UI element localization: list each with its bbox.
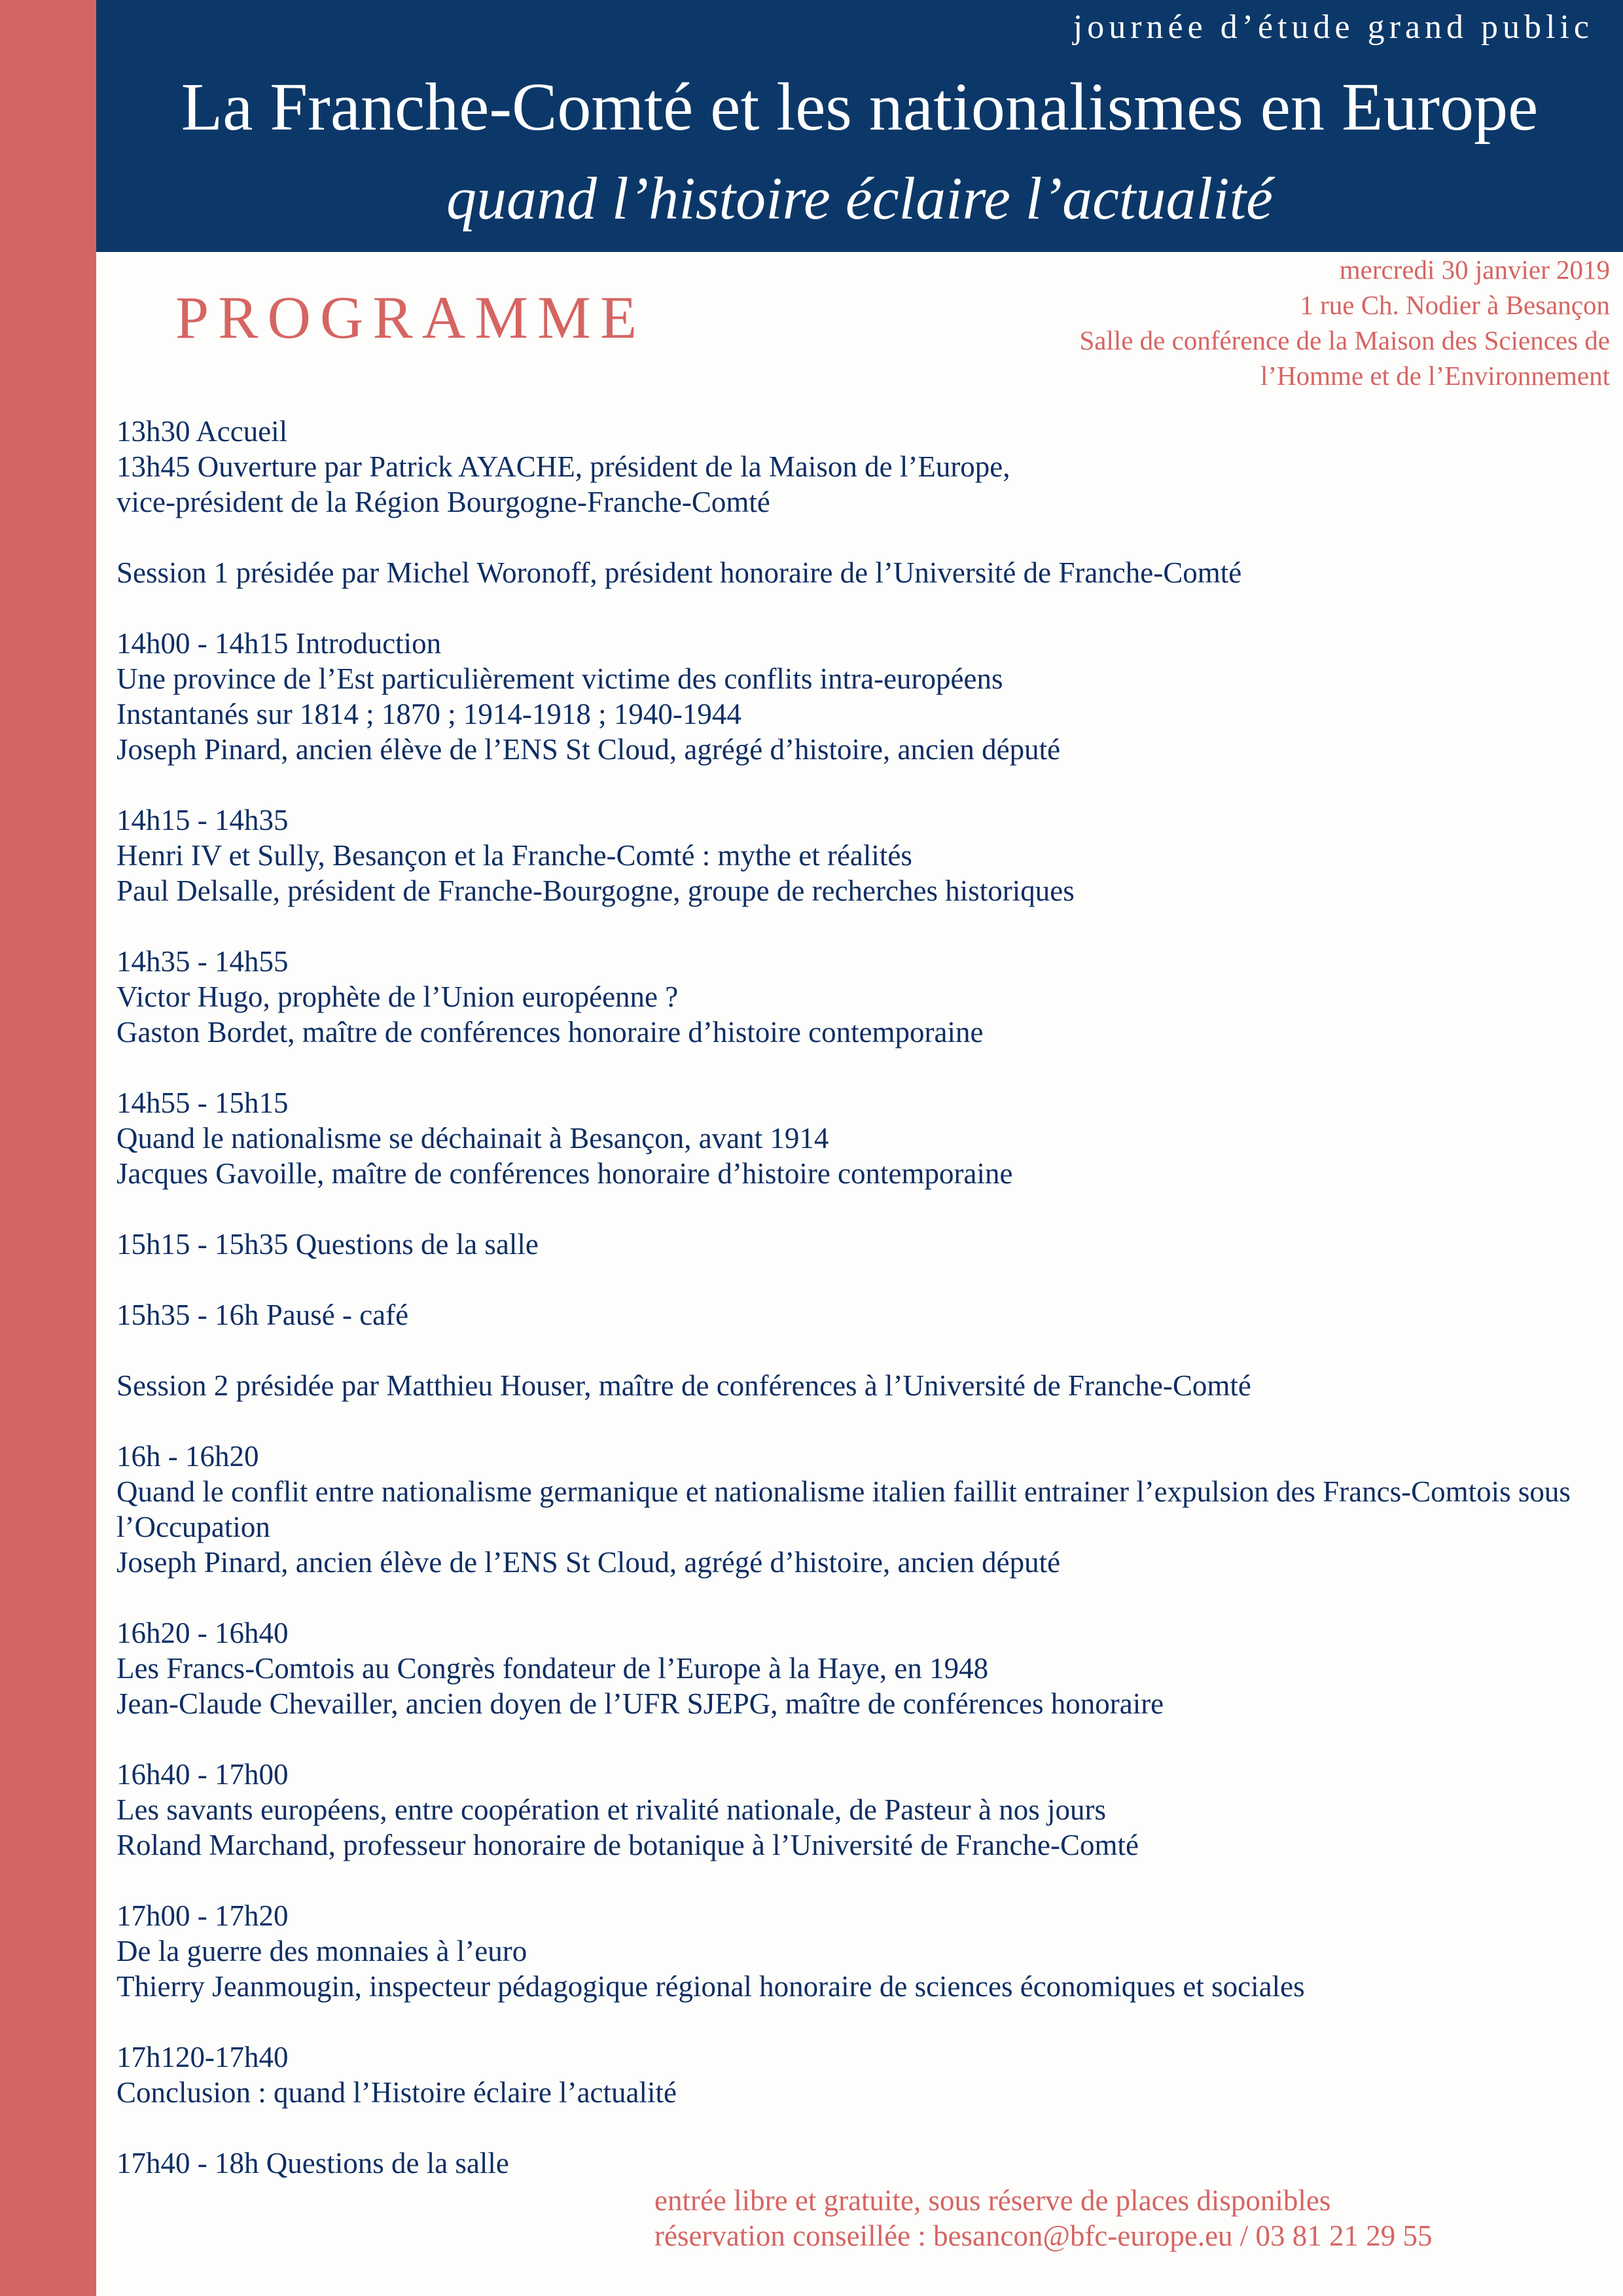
program-block-line: Paul Delsalle, président de Franche-Bourgogne, groupe de recherches historiques — [116, 874, 1075, 907]
program-block-heading: 14h15 - 14h35 — [116, 804, 289, 836]
program-block — [116, 944, 1615, 1050]
program-block-line: Quand le nationalisme se déchainait à Besançon, avant 1914 — [116, 1122, 829, 1155]
program-block-heading: 14h00 - 14h15 Introduction — [116, 627, 442, 660]
program-block — [116, 1898, 1615, 2004]
program-block-line: Roland Marchand, professeur honoraire de botanique à l’Université de Franche-Comté — [116, 1829, 1139, 1861]
program-block-heading: 16h20 - 16h40 — [116, 1617, 289, 1649]
program-block — [116, 1757, 1615, 1863]
program-block — [116, 1085, 1615, 1191]
program-block-heading: 16h - 16h20 — [116, 1440, 259, 1473]
program-block-line: De la guerre des monnaies à l’euro — [116, 1935, 527, 1967]
program-block — [116, 2145, 1615, 2181]
program-block-heading: 17h40 - 18h Questions de la salle — [116, 2147, 509, 2179]
program-block-line: 13h45 Ouverture par Patrick AYACHE, président de la Maison de l’Europe, — [116, 450, 1010, 483]
event-address: 1 rue Ch. Nodier à Besançon — [1300, 290, 1610, 320]
program-block-heading: Session 2 présidée par Matthieu Houser, maître de conférences à l’Université de Franche-Comté — [116, 1369, 1251, 1402]
program-block-heading: 13h30 Accueil — [116, 415, 288, 448]
program-block-line: Victor Hugo, prophète de l’Union européenne ? — [116, 980, 679, 1013]
program-block-heading: 16h40 - 17h00 — [116, 1758, 289, 1791]
program-block-heading: 17h00 - 17h20 — [116, 1899, 289, 1932]
event-venue-line2: l’Homme et de l’Environnement — [1260, 361, 1610, 391]
page-title: La Franche-Comté et les nationalismes en Europe — [181, 69, 1539, 145]
program-block-heading: 15h35 - 16h Pausé - café — [116, 1299, 409, 1331]
program-block — [116, 555, 1615, 590]
program-block — [116, 1368, 1615, 1403]
program-block — [116, 1297, 1615, 1333]
program-block — [116, 802, 1615, 908]
event-date: mercredi 30 janvier 2019 — [1339, 255, 1610, 285]
program-block-heading: 14h35 - 14h55 — [116, 945, 289, 978]
event-venue-line1: Salle de conférence de la Maison des Sciences de — [1079, 325, 1610, 355]
program-block-line: Henri IV et Sully, Besançon et la Franche-Comté : mythe et réalités — [116, 839, 912, 872]
footer-reservation-contact: réservation conseillée : besancon@bfc-europe.eu / 03 81 21 29 55 — [654, 2219, 1433, 2252]
program-block-line: Instantanés sur 1814 ; 1870 ; 1914-1918 ; 1940-1944 — [116, 698, 741, 730]
program-block-line: Conclusion : quand l’Histoire éclaire l’actualité — [116, 2076, 677, 2109]
event-info — [1079, 252, 1610, 393]
program-block-line: Quand le conflit entre nationalisme germanique et nationalisme italien faillit entrainer l’expulsion des Francs-Comtois sous l’Occupation — [116, 1475, 1571, 1543]
program-block-heading: Session 1 présidée par Michel Woronoff, président honoraire de l’Université de Franche-Comté — [116, 556, 1242, 589]
program-block-line: Une province de l’Est particulièrement victime des conflits intra-européens — [116, 662, 1003, 695]
program-list — [116, 414, 1615, 2216]
header-banner — [96, 0, 1623, 252]
program-block-heading: 14h55 - 15h15 — [116, 1086, 289, 1119]
program-block-line: vice-président de la Région Bourgogne-Franche-Comté — [116, 486, 770, 518]
header-kicker: journée d’étude grand public — [1073, 9, 1594, 46]
program-block-line: Les Francs-Comtois au Congrès fondateur de l’Europe à la Haye, en 1948 — [116, 1652, 989, 1685]
program-block — [116, 414, 1615, 520]
program-block — [116, 1615, 1615, 1721]
program-block — [116, 626, 1615, 767]
left-accent-bar — [0, 0, 96, 2296]
program-block-line: Gaston Bordet, maître de conférences honoraire d’histoire contemporaine — [116, 1016, 984, 1049]
program-block-line: Thierry Jeanmougin, inspecteur pédagogique régional honoraire de sciences économiques et sociales — [116, 1970, 1305, 2003]
program-block-heading: 17h120-17h40 — [116, 2041, 289, 2073]
program-block — [116, 2039, 1615, 2110]
program-block — [116, 1227, 1615, 1262]
footer-entry-info: entrée libre et gratuite, sous réserve de places disponibles — [654, 2184, 1331, 2217]
footer-note — [654, 2183, 1433, 2253]
program-block-line: Jean-Claude Chevailler, ancien doyen de l’UFR SJEPG, maître de conférences honoraire — [116, 1687, 1164, 1720]
page-subtitle: quand l’histoire éclaire l’actualité — [446, 165, 1274, 232]
program-block-line: Joseph Pinard, ancien élève de l’ENS St Cloud, agrégé d’histoire, ancien député — [116, 733, 1061, 766]
program-block-line: Les savants européens, entre coopération et rivalité nationale, de Pasteur à nos jours — [116, 1793, 1106, 1826]
program-block — [116, 1439, 1615, 1580]
program-block-line: Jacques Gavoille, maître de conférences honoraire d’histoire contemporaine — [116, 1157, 1013, 1190]
program-block-heading: 15h15 - 15h35 Questions de la salle — [116, 1228, 539, 1261]
programme-heading: PROGRAMME — [175, 284, 647, 351]
program-block-line: Joseph Pinard, ancien élève de l’ENS St Cloud, agrégé d’histoire, ancien député — [116, 1546, 1061, 1579]
